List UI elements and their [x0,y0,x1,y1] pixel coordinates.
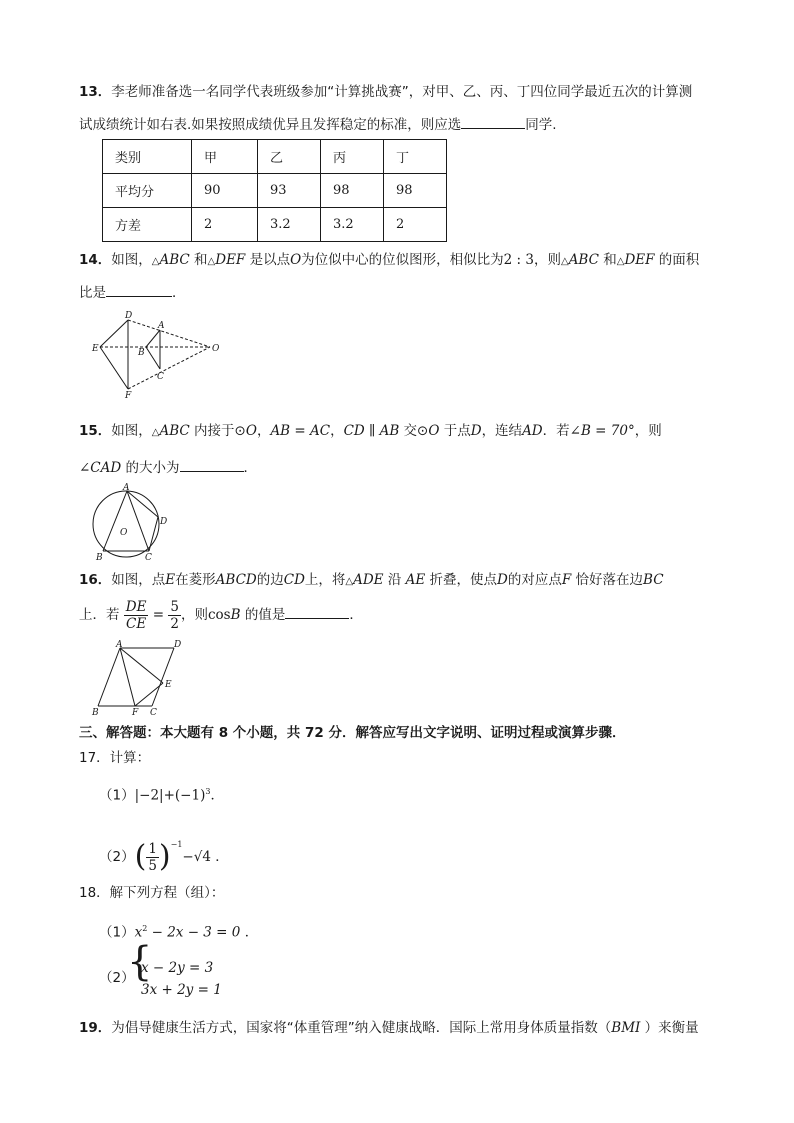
q16-answer-blank[interactable] [285,604,349,619]
math-plus: + [163,787,175,804]
math-bmi: BMI [611,1020,641,1036]
q16-rhombus-diagram [88,640,192,720]
q19-number: 19． [79,1020,112,1036]
q16-text: 如图，点 [111,572,166,588]
table-cell: 3.2 [258,208,321,242]
label-c: C [145,553,152,563]
q14-text: 如图， [111,252,152,268]
q14-text: ． [172,285,186,301]
math-ad: AD [522,423,543,439]
fraction-five-halves [168,599,181,632]
label-d: D [174,640,182,650]
triangle-symbol: △ [616,256,625,267]
left-paren-icon: ( [134,839,147,874]
fraction-denominator: 2 [170,615,179,632]
q15-text: 于点 [443,423,471,439]
label-f: F [132,708,139,718]
label-c: C [157,372,164,382]
math-def: DEF [215,252,246,268]
math-abc: ABC [568,252,599,268]
label-a: A [123,483,130,493]
q18-part1 [99,919,258,943]
math-ratio: 2 : 3 [503,252,534,268]
math-x: x [134,924,143,941]
q16-line1 [79,570,664,592]
table-cell: 3.2 [321,208,384,242]
q14-text: 比是 [79,285,106,301]
q18-text: ． [244,924,259,941]
table-row [103,174,447,208]
math-o: O [428,423,440,439]
q15-text: ， [256,423,271,439]
label-b: B [138,348,145,358]
math-equals: = [152,607,165,623]
q15-text: ，连结 [481,423,523,439]
math-o: O [245,423,257,439]
q15-text: ． [243,460,258,476]
label-a: A [116,640,123,650]
q15-number: 15． [79,423,112,439]
label-b: B [92,708,99,718]
q14-text: 是以点 [249,252,291,268]
table-cell: 98 [384,174,447,208]
q18-title: 18．解下列方程（组）： [79,885,225,901]
q15-text: ，则 [634,423,662,439]
table-cell: 98 [321,174,384,208]
table-header-cell: 丙 [321,140,384,174]
q18-part2-label: （2） [99,970,135,986]
q16-text: 恰好落在边 [575,572,644,588]
q13-answer-blank[interactable] [461,114,525,129]
math-exponent: 3 [205,787,211,796]
q14-text: ，则 [533,252,561,268]
left-brace-icon: { [127,939,153,985]
math-equation: − 2x − 3 = 0 [147,924,241,941]
q16-text: ． [349,607,363,623]
q16-text: 上，将 [304,572,346,588]
q14-text: 为位似中心的位似图形，相似比为 [301,252,504,268]
table-cell: 平均分 [103,174,192,208]
right-paren-icon: ) [158,839,171,874]
triangle-symbol: △ [151,256,160,267]
math-exponent: −1 [170,840,183,849]
triangle-symbol: △ [560,256,569,267]
triangle-symbol: △ [207,256,216,267]
q17-text: ． [215,849,229,865]
q15-answer-blank[interactable] [180,457,244,472]
label-d: D [160,517,168,527]
math-angle-cad: ∠CAD [79,460,122,476]
q15-line1 [79,421,662,443]
q14-homothety-diagram [90,308,230,400]
q16-text: ，则 [180,607,208,623]
q14-number: 14． [79,252,112,268]
q14-text: 的面积 [658,252,700,268]
q16-text: 上．若 [79,607,120,623]
table-row [103,208,447,242]
fraction-denominator: CE [126,615,147,632]
fraction-numerator: 5 [170,598,179,615]
triangle-symbol: △ [151,427,160,438]
score-table [102,139,447,242]
q13-line2 [79,114,557,135]
q13-line1 [79,82,692,102]
label-d: D [125,311,133,321]
math-abcd: ABCD [215,572,257,588]
section-3-heading: 三、解答题：本大题有 8 个小题，共 72 分．解答应写出文字说明、证明过程或演算步骤． [79,725,626,741]
q13-text-3: 同学. [525,117,557,133]
q17-part2 [99,828,229,874]
q16-text: 折叠，使点 [429,572,498,588]
table-header-cell: 甲 [192,140,258,174]
q14-line2 [79,282,186,303]
q14-text: 和 [603,252,617,268]
label-o: O [120,528,128,538]
math-abc: ABC [159,252,190,268]
q14-line1 [79,250,699,272]
fraction-de-over-ce [124,599,149,632]
q18-part1-label: （1） [99,924,135,941]
table-header-cell: 类别 [103,140,192,174]
fraction-numerator: 1 [148,840,157,857]
math-e: E [165,572,176,588]
q17-text: ． [210,787,224,804]
math-bc: BC [643,572,664,588]
math-exponent: 2 [142,924,148,933]
q15-text: 如图， [111,423,152,439]
q17-title: 17．计算： [79,750,151,766]
table-header-cell: 丁 [384,140,447,174]
math-cd-parallel-ab: CD ∥ AB [343,423,400,439]
math-d: D [497,572,508,588]
math-angle-b: ∠B = 70° [569,423,635,439]
q14-answer-blank[interactable] [106,282,172,297]
q13-text-2: 试成绩统计如右表.如果按照成绩优异且发挥稳定的标准，则应选 [79,117,462,133]
math-abc: ABC [159,423,190,439]
q16-text: 的边 [256,572,284,588]
label-a: A [158,321,165,331]
label-c: C [150,708,157,718]
label-f: F [125,391,132,400]
q16-text: 的值是 [244,607,286,623]
label-b: B [96,553,103,563]
q19-line1 [79,1018,699,1038]
math-d: D [470,423,482,439]
q19-text: ）来衡量 [640,1020,699,1036]
q14-text: 和 [194,252,208,268]
q19-text: 为倡导健康生活方式，国家将“体重管理”纳入健康战略．国际上常用身体质量指数（ [111,1020,612,1036]
math-b: B [230,607,241,623]
q15-text: 的大小为 [125,460,180,476]
table-cell: 2 [384,208,447,242]
math-ade: ADE [353,572,384,588]
math-equation-2: 3x + 2y = 1 [141,982,222,998]
q16-text: 沿 [387,572,402,588]
table-cell: 93 [258,174,321,208]
table-cell: 90 [192,174,258,208]
math-sqrt-4: √4 [193,849,211,865]
q15-circle-diagram [88,482,170,564]
math-cos: cos [207,607,231,623]
q15-text: ．若 [542,423,570,439]
triangle-symbol: △ [345,576,354,587]
math-minus: − [182,849,194,865]
q17-part1-label: （1） [99,787,135,804]
q16-text: 的对应点 [507,572,562,588]
q13-text-1: 李老师准备选一名同学代表班级参加“计算挑战赛”，对甲、乙、丙、丁四位同学最近五次的计算测 [111,84,693,100]
table-cell: 2 [192,208,258,242]
math-f: F [561,572,572,588]
table-cell: 方差 [103,208,192,242]
math-ab-eq-ac: AB = AC [270,423,331,439]
math-abs-neg2: |−2| [134,787,164,804]
q15-text: 交⊙ [403,423,429,439]
label-e: E [92,344,99,354]
label-o: O [212,344,220,354]
math-equation-1: x − 2y = 3 [141,960,214,976]
table-header-cell: 乙 [258,140,321,174]
q17-part2-label: （2） [99,849,135,865]
math-cd: CD [283,572,305,588]
label-e: E [165,680,172,690]
q18-part2 [99,939,222,998]
table-row [103,140,447,174]
math-o: O [290,252,302,268]
q17-part1 [99,782,224,806]
q15-text: 内接于⊙ [194,423,246,439]
fraction-numerator: DE [125,598,147,615]
q15-line2 [79,457,257,478]
math-def: DEF [624,252,655,268]
fraction-denominator: 5 [148,857,157,874]
fraction-one-fifth [146,841,159,874]
q16-text: 在菱形 [175,572,216,588]
q16-number: 16． [79,572,112,588]
q16-line2 [79,598,363,632]
q15-text: ， [330,423,344,439]
math-ae: AE [405,572,426,588]
math-neg1: (−1) [174,787,206,804]
q13-number: 13． [79,84,112,100]
